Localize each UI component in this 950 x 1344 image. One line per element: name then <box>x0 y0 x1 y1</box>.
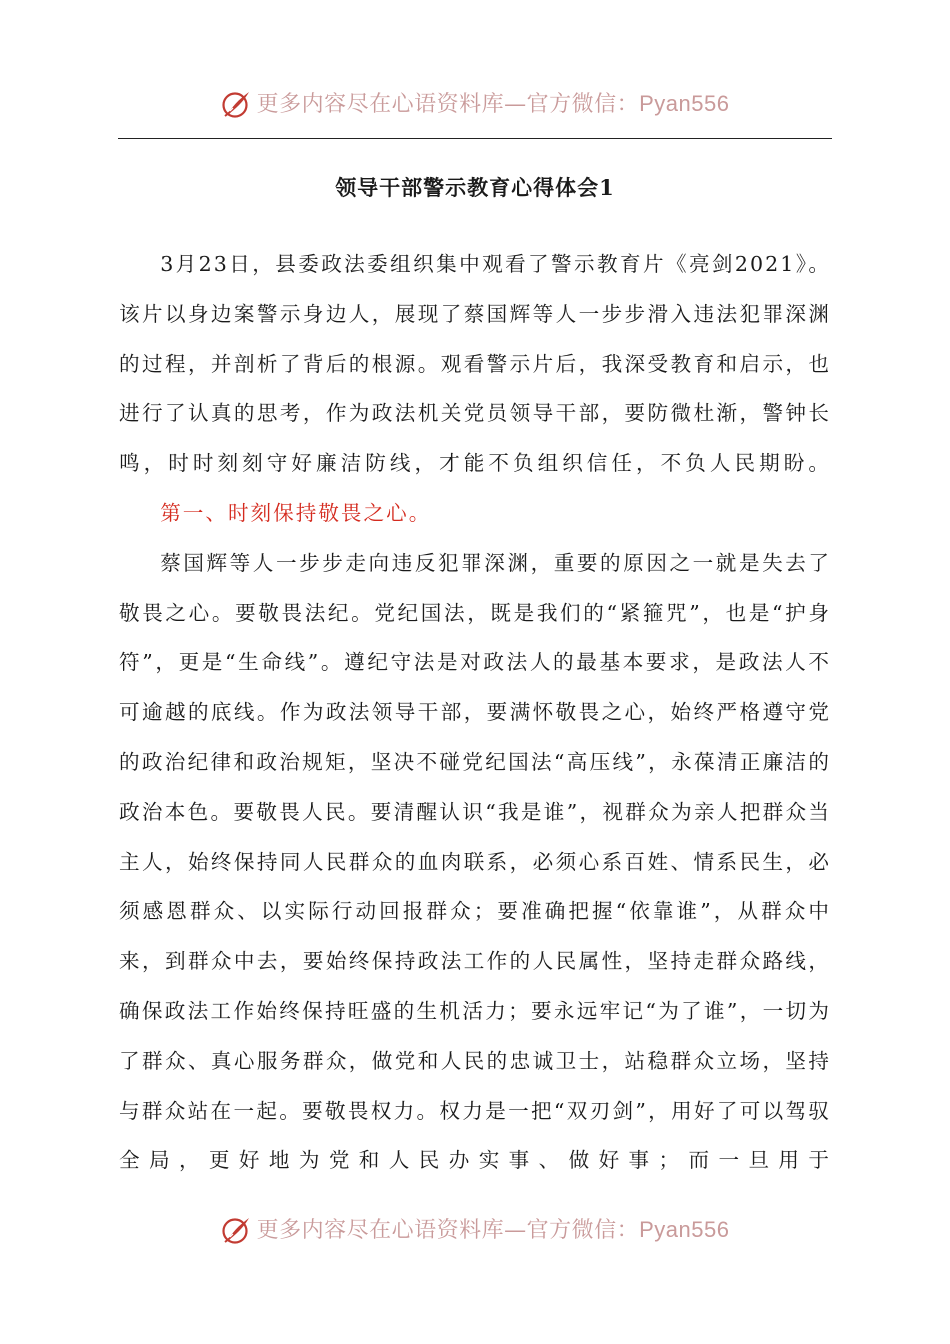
document-title: 领导干部警示教育心得体会1 <box>335 175 615 200</box>
quill-logo-icon <box>221 89 251 119</box>
watermark-text: 更多内容尽在心语资料库—官方微信：Pyan556 <box>256 1216 730 1243</box>
footer-watermark <box>0 1210 950 1250</box>
header-watermark <box>0 84 950 124</box>
header-divider <box>118 138 832 139</box>
quill-logo-icon <box>221 1215 251 1245</box>
document-body <box>119 240 831 1186</box>
section-body-paragraph: 蔡国辉等人一步步走向违反犯罪深渊，重要的原因之一就是失去了敬畏之心。要敬畏法纪。党纪国法，既是我们的“紧箍咒”，也是“护身符”，更是“生命线”。遵纪守法是对政法人的最基本要求，是政法人不可逾越的底线。作为政法领导干部，要满怀敬畏之心，始终严格遵守党的政治纪律和政治规矩，坚决不碰党纪国法“高压线”，永葆清正廉洁的政治本色。要敬畏人民。要清醒认识“我是谁”，视群众为亲人把群众当主人，始终保持同人民群众的血肉联系，必须心系百姓、情系民生，必须感恩群众、以实际行动回报群众；要准确把握“依靠谁”，从群众中来，到群众中去，要始终保持政法工作的人民属性，坚持走群众路线，确保政法工作始终保持旺盛的生机活力；要永远牢记“为了谁”，一切为了群众、真心服务群众，做党和人民的忠诚卫士，站稳群众立场，坚持与群众站在一起。要敬畏权力。权力是一把“双刃剑”，用好了可以驾驭全局，更好地为党和人民办实事、做好事；而一旦用于 <box>119 550 831 1173</box>
intro-paragraph: 3月23日，县委政法委组织集中观看了警示教育片《亮剑2021》。该片以身边案警示身边人，展现了蔡国辉等人一步步滑入违法犯罪深渊的过程，并剖析了背后的根源。观看警示片后，我深受教育和启示，也进行了认真的思考，作为政法机关党员领导干部，要防微杜渐，警钟长鸣，时时刻刻守好廉洁防线，才能不负组织信任，不负人民期盼。 <box>119 252 831 476</box>
section-heading: 第一、时刻保持敬畏之心。 <box>160 500 432 525</box>
watermark-text: 更多内容尽在心语资料库—官方微信：Pyan556 <box>256 90 730 117</box>
